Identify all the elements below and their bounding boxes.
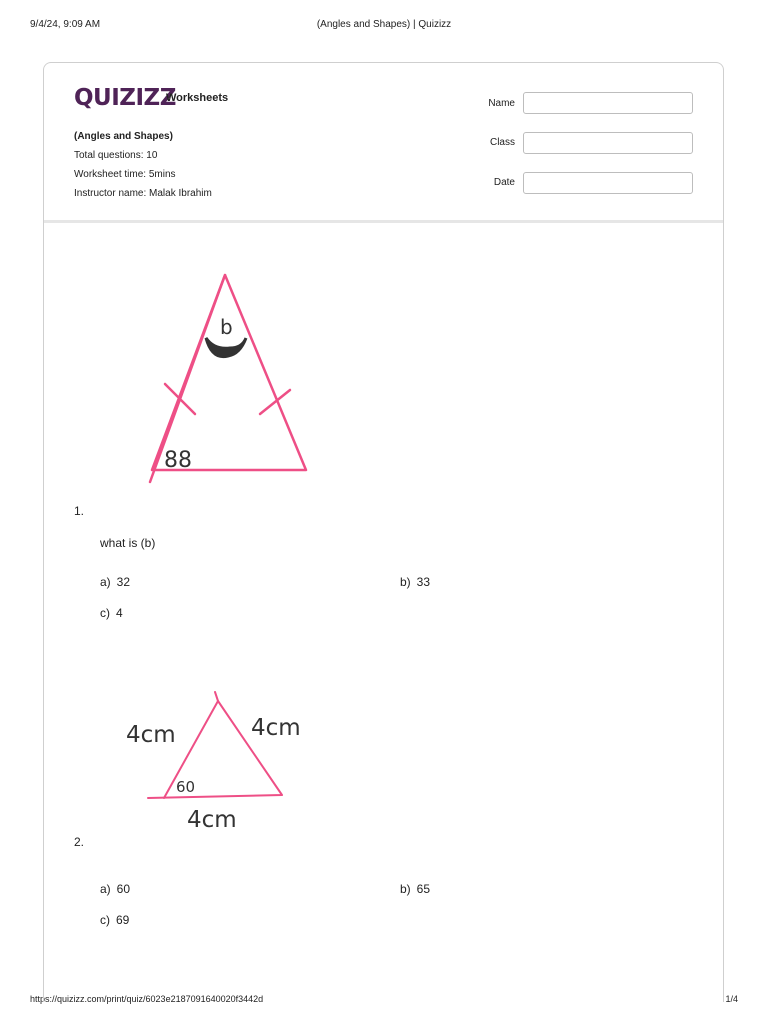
option-letter: a) <box>100 575 111 589</box>
base-angle-label: 88 <box>164 448 192 473</box>
option-text: 33 <box>416 575 431 589</box>
worksheet-meta <box>74 127 212 203</box>
class-field[interactable] <box>523 132 693 154</box>
print-page-number: 1/4 <box>725 994 738 1004</box>
triangle-1-outline <box>152 275 306 470</box>
name-label: Name <box>488 98 515 109</box>
question-2-figure <box>120 686 330 836</box>
option-letter: c) <box>100 913 110 927</box>
print-datetime: 9/4/24, 9:09 AM <box>30 19 101 30</box>
angle-label: 60 <box>176 778 196 796</box>
logo-product: Worksheets <box>166 92 229 104</box>
question-1-text: what is (b) <box>100 536 156 550</box>
worksheet-time: Worksheet time: 5mins <box>74 169 176 180</box>
question-2-option-c[interactable] <box>100 913 129 927</box>
worksheet-header <box>44 63 723 223</box>
worksheet-title: (Angles and Shapes) <box>74 131 173 142</box>
question-1-figure <box>140 268 320 488</box>
total-questions: Total questions: 10 <box>74 150 158 161</box>
option-text: 69 <box>116 913 130 927</box>
instructor-name: Instructor name: Malak Ibrahim <box>74 188 212 199</box>
question-1-option-a[interactable] <box>100 575 130 589</box>
name-field[interactable] <box>523 92 693 114</box>
option-letter: b) <box>400 575 411 589</box>
date-field[interactable] <box>523 172 693 194</box>
class-label: Class <box>489 137 515 148</box>
left-tick-mark <box>165 384 195 414</box>
option-letter: c) <box>100 606 110 620</box>
option-text: 4 <box>116 606 123 620</box>
worksheet-sheet <box>43 62 724 1002</box>
base-side-label: 4cm <box>187 807 237 833</box>
question-2-option-a[interactable] <box>100 882 130 896</box>
apex-angle-label: b <box>220 315 233 339</box>
option-text: 65 <box>416 882 431 896</box>
date-label: Date <box>493 177 515 188</box>
question-1-option-c[interactable] <box>100 606 123 620</box>
question-2-number: 2. <box>74 835 85 849</box>
apex-angle-arc <box>206 338 246 357</box>
left-side-label: 4cm <box>126 722 176 748</box>
right-side-label: 4cm <box>251 715 301 741</box>
option-text: 32 <box>116 575 131 589</box>
question-1-number: 1. <box>74 504 85 518</box>
question-2-option-b[interactable] <box>400 882 430 896</box>
question-1-option-b[interactable] <box>400 575 430 589</box>
triangle-2-apex-overshoot <box>215 692 218 701</box>
option-letter: a) <box>100 882 111 896</box>
print-title: (Angles and Shapes) | Quizizz <box>316 19 452 30</box>
logo-wordmark: QUIZIZZ <box>74 85 176 111</box>
option-text: 60 <box>116 882 131 896</box>
option-letter: b) <box>400 882 411 896</box>
print-url: https://quizizz.com/print/quiz/6023e2187091640020f3442d <box>30 994 264 1004</box>
